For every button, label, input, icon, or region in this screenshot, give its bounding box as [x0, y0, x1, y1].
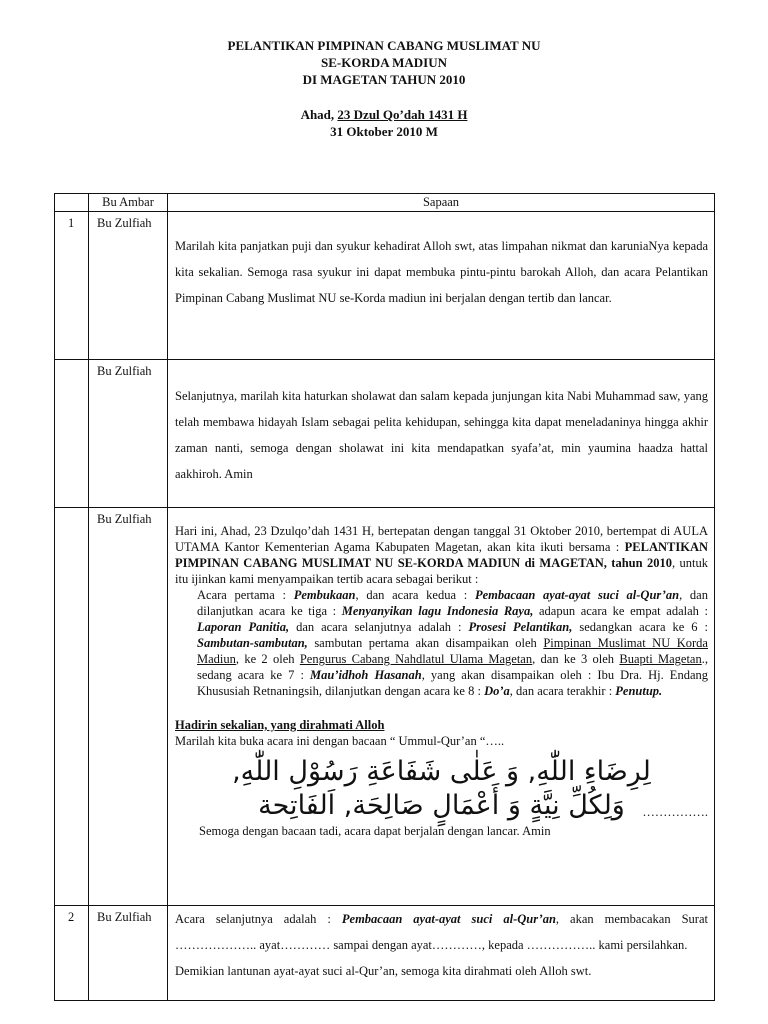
- row-number: [55, 360, 89, 508]
- agenda-text: , dan acara kedua :: [355, 588, 475, 602]
- title-line-2: SE-KORDA MADIUN: [320, 55, 448, 70]
- date-hijri: 23 Dzul Qo’dah 1431 H: [337, 107, 468, 122]
- arabic-line-1: لِرِضَاءِ اللّٰهِ, وَ عَلٰى شَفَاعَةِ رَسُوْلِ اللّٰهِ,: [232, 756, 651, 787]
- agenda-text: , dan acara terakhir :: [509, 684, 616, 698]
- row-speaker: Bu Zulfiah: [89, 906, 168, 1001]
- speaker-bupati: Buapti Magetan: [619, 652, 702, 666]
- agenda-intro: [175, 523, 708, 587]
- row-text: Marilah kita panjatkan puji dan syukur kehadirat Alloh swt, atas limpahan nikmat dan karuniaNya kepada kita sekalian. Semoga rasa syukur ini dapat membuka pintu-pintu barokah Alloh, dan acara Pelantikan Pimpinan Cabang Muslimat NU se-Korda madiun ini berjalan dengan tertib dan lancar.: [168, 212, 715, 360]
- closing-line: Semoga dengan bacaan tadi, acara dapat berjalan dengan lancar. Amin: [199, 824, 551, 838]
- header-cell-name: Bu Ambar: [89, 194, 168, 212]
- row-speaker: Bu Zulfiah: [89, 508, 168, 906]
- agenda-item-3: Menyanyikan lagu Indonesia Raya,: [341, 604, 534, 618]
- row-speaker: Bu Zulfiah: [89, 360, 168, 508]
- agenda-item-5: Prosesi Pelantikan,: [468, 620, 573, 634]
- agenda-item-4: Laporan Panitia,: [197, 620, 290, 634]
- table-header-row: [55, 194, 715, 212]
- speaker-pcnu: Pengurus Cabang Nahdlatul Ulama Magetan: [299, 652, 533, 666]
- dotted-leader: …………….: [642, 805, 708, 819]
- speaker-muslimat: Pimpinan Muslimat NU Korda Madiun: [197, 636, 708, 666]
- date-block: [0, 106, 768, 140]
- section-heading: Hadirin sekalian, yang dirahmati Alloh: [175, 718, 385, 732]
- agenda-item-6: Sambutan-sambutan,: [197, 636, 308, 650]
- row-number: [55, 508, 89, 906]
- arabic-line-2: وَلِكُلِّ نِيَّةٍ وَ أَعْمَالٍ صَالِحَة, اَلفَاتِحة: [258, 790, 625, 821]
- quran-intro: [175, 906, 708, 958]
- agenda-text: dan acara selanjutnya adalah :: [289, 620, 469, 634]
- row-text-agenda: [168, 508, 715, 906]
- agenda-text: ., sedang acara ke 7 :: [197, 652, 708, 682]
- row-number: 1: [55, 212, 89, 360]
- table-row: [55, 906, 715, 1001]
- date-hijri-line: [0, 106, 768, 123]
- agenda-text: sambutan pertama akan disampaikan oleh: [307, 636, 544, 650]
- agenda-item-7: Mau’idhoh Hasanah: [310, 668, 422, 682]
- agenda-order: [175, 587, 708, 699]
- header-cell-number: [55, 194, 89, 212]
- agenda-intro-a: Hari ini, Ahad, 23 Dzulqo’dah 1431 H, bertepatan dengan tanggal 31 Oktober 2010, bertempat di AULA UTAMA Kantor Kementerian Agama Kabupaten Magetan, akan kita ikuti bersama :: [175, 524, 708, 554]
- row-text: Selanjutnya, marilah kita haturkan sholawat dan salam kepada junjungan kita Nabi Muhammad saw, yang telah membawa hidayah Islam sebagai pelita kehidupan, sehingga kita dapat meneladaninya hingga akhir zaman nanti, semoga dengan sholawat ini kita mendapatkan syafa’at, min yaumina haadza hattal aakhiroh. Amin: [168, 360, 715, 508]
- agenda-text: Acara pertama :: [197, 588, 294, 602]
- quran-text: Acara selanjutnya adalah :: [175, 912, 342, 926]
- row-speaker: Bu Zulfiah: [89, 212, 168, 360]
- row-text-quran: [168, 906, 715, 1001]
- title-line-3: DI MAGETAN TAHUN 2010: [302, 72, 466, 87]
- agenda-text: , dan ke 3 oleh: [532, 652, 620, 666]
- agenda-item-last: Penutup.: [615, 684, 663, 698]
- quran-text: , akan membacakan Surat ……………….. ayat………… sampai dengan ayat…………, kepada …………….. kami persilahkan.: [175, 912, 708, 952]
- document-title-block: [0, 37, 768, 88]
- agenda-text: adapun acara ke empat adalah :: [533, 604, 709, 618]
- protocol-table: [54, 193, 715, 1001]
- quran-item: Pembacaan ayat-ayat suci al-Qur’an: [341, 912, 556, 926]
- agenda-text: , dan dilanjutkan acara ke tiga :: [197, 588, 708, 618]
- invitation-line: Marilah kita buka acara ini dengan bacaan “ Ummul-Qur’an “…..: [175, 734, 505, 748]
- agenda-item-2: Pembacaan ayat-ayat suci al-Qur’an: [474, 588, 680, 602]
- agenda-text: , yang akan disampaikan oleh : Ibu Dra. Hj. Endang Khususiah Retnaningsih, dilanjutkan dengan acara ke 8 :: [197, 668, 708, 698]
- agenda-text: sedangkan acara ke 6 :: [572, 620, 709, 634]
- date-masehi: 31 Oktober 2010 M: [330, 124, 438, 139]
- agenda-event-name: PELANTIKAN PIMPINAN CABANG MUSLIMAT NU SE-KORDA MADIUN di MAGETAN, tahun 2010: [175, 540, 708, 570]
- agenda-item-8: Do’a: [484, 684, 510, 698]
- title-line-1: PELANTIKAN PIMPINAN CABANG MUSLIMAT NU: [227, 38, 541, 53]
- agenda-item-1: Pembukaan: [293, 588, 356, 602]
- agenda-intro-c: , untuk itu ijinkan kami menyampaikan tertib acara sebagai berikut :: [175, 556, 708, 586]
- table-row: [55, 360, 715, 508]
- quran-closing: Demikian lantunan ayat-ayat suci al-Qur’an, semoga kita dirahmati oleh Alloh swt.: [175, 964, 592, 978]
- header-cell-sapaan: Sapaan: [168, 194, 715, 212]
- agenda-text: , ke 2 oleh: [235, 652, 300, 666]
- row-number: 2: [55, 906, 89, 1001]
- table-row: [55, 212, 715, 360]
- date-prefix: Ahad,: [300, 107, 338, 122]
- table-row: [55, 508, 715, 906]
